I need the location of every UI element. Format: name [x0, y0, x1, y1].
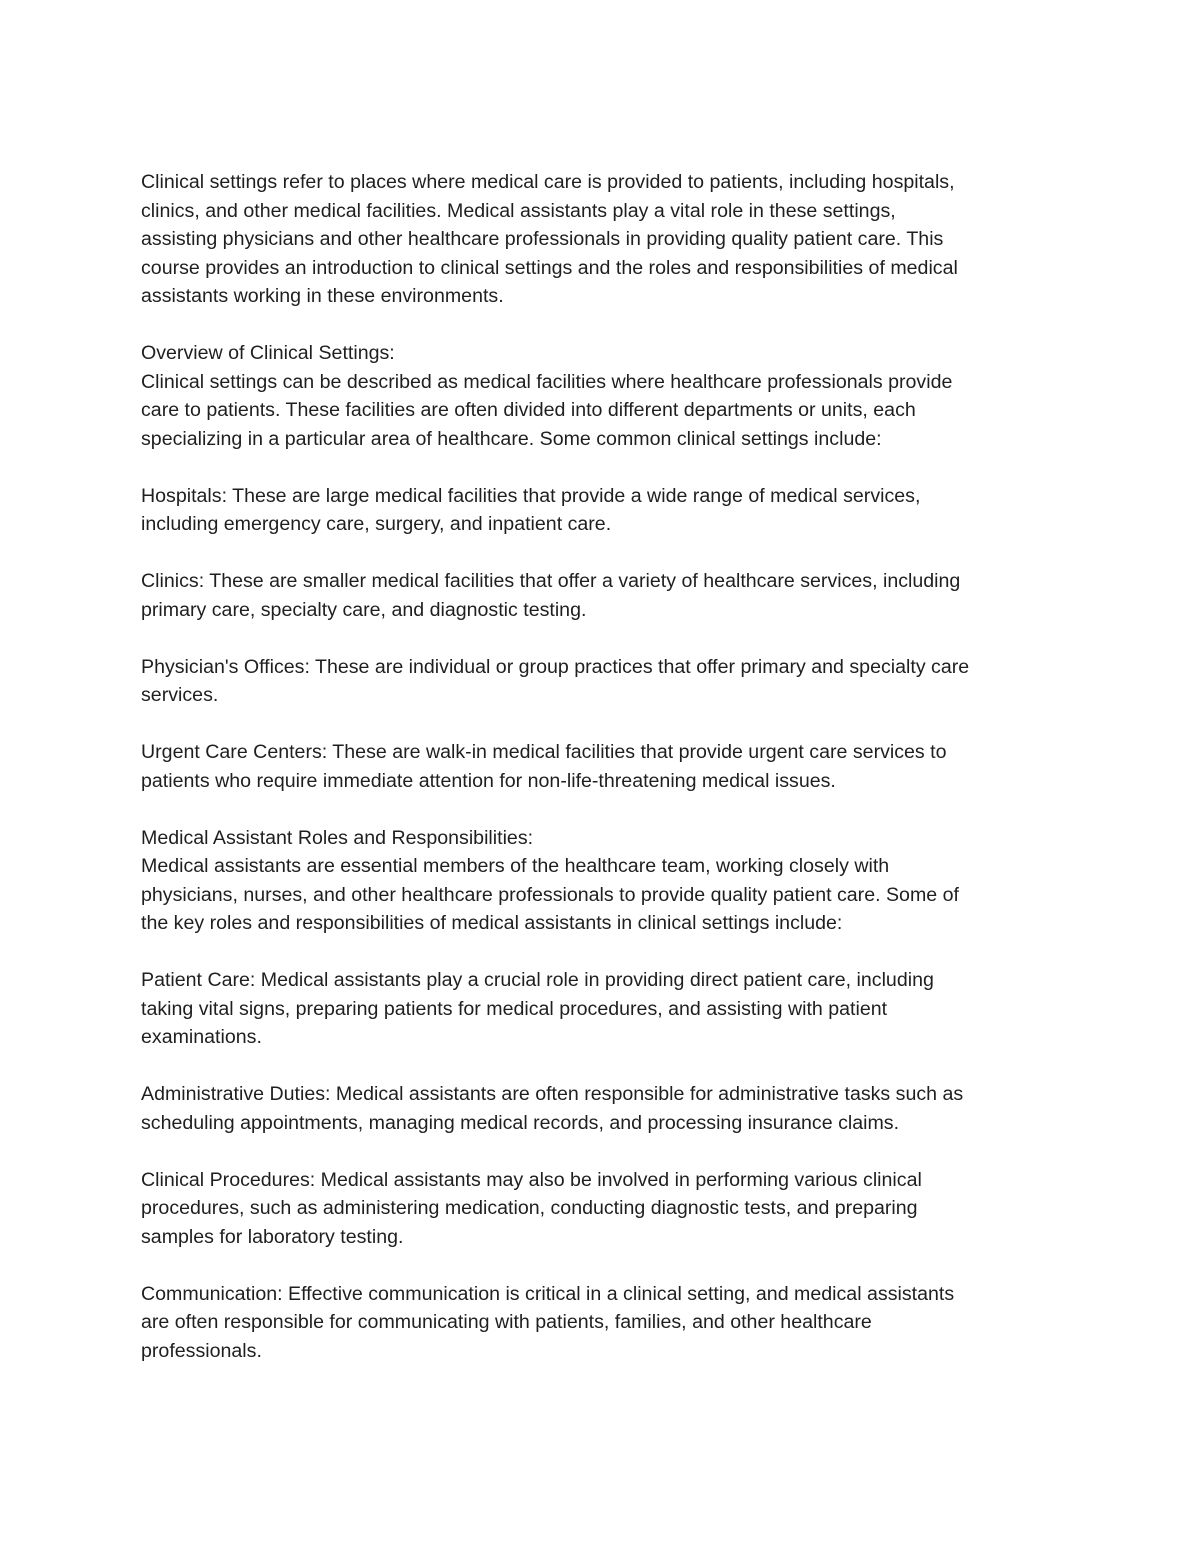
section-heading: Medical Assistant Roles and Responsibilities:	[141, 826, 534, 849]
intro-paragraph	[141, 168, 1061, 311]
text-line: care to patients. These facilities are often divided into different departments or units, each	[141, 399, 916, 421]
text-line: examinations.	[141, 1026, 262, 1048]
text-line: samples for laboratory testing.	[141, 1225, 404, 1248]
patient-care-paragraph	[141, 966, 1061, 1052]
text-line: are often responsible for communicating with patients, families, and other healthcare	[141, 1311, 872, 1333]
text-line: Urgent Care Centers: These are walk-in medical facilities that provide urgent care services to	[141, 741, 947, 763]
physicians-offices-paragraph	[141, 653, 1061, 710]
document-body	[141, 168, 1061, 1394]
text-line: procedures, such as administering medication, conducting diagnostic tests, and preparing	[141, 1197, 918, 1219]
overview-paragraph	[141, 339, 1061, 453]
hospitals-paragraph	[141, 482, 1061, 539]
text-line: Patient Care: Medical assistants play a crucial role in providing direct patient care, including	[141, 969, 934, 991]
text-line: Clinical settings refer to places where medical care is provided to patients, including hospitals,	[141, 171, 955, 193]
text-line: patients who require immediate attention for non-life-threatening medical issues.	[141, 769, 836, 792]
clinics-paragraph	[141, 567, 1061, 624]
section-heading: Overview of Clinical Settings:	[141, 342, 395, 364]
text-line: Medical assistants are essential members of the healthcare team, working closely with	[141, 855, 890, 877]
text-line: taking vital signs, preparing patients for medical procedures, and assisting with patient	[141, 997, 888, 1020]
text-line: the key roles and responsibilities of medical assistants in clinical settings include:	[141, 912, 843, 934]
text-line: Administrative Duties: Medical assistants are often responsible for administrative tasks such as	[141, 1083, 964, 1105]
text-line: Communication: Effective communication is critical in a clinical setting, and medical assistants	[141, 1282, 955, 1305]
urgent-care-paragraph	[141, 738, 1061, 795]
text-line: assistants working in these environments.	[141, 285, 504, 307]
text-line: primary care, specialty care, and diagnostic testing.	[141, 598, 587, 621]
text-line: assisting physicians and other healthcare professionals in providing quality patient care. This	[141, 228, 944, 250]
text-line: Clinical settings can be described as medical facilities where healthcare professionals provide	[141, 370, 953, 393]
text-line: professionals.	[141, 1339, 262, 1362]
text-line: including emergency care, surgery, and inpatient care.	[141, 513, 612, 535]
administrative-duties-paragraph	[141, 1080, 1061, 1137]
text-line: physicians, nurses, and other healthcare professionals to provide quality patient care. Some of	[141, 883, 959, 906]
text-line: Clinical Procedures: Medical assistants may also be involved in performing various clinical	[141, 1168, 922, 1191]
text-line: course provides an introduction to clinical settings and the roles and responsibilities of medical	[141, 256, 958, 279]
text-line: scheduling appointments, managing medical records, and processing insurance claims.	[141, 1111, 900, 1134]
clinical-procedures-paragraph	[141, 1166, 1061, 1252]
communication-paragraph	[141, 1280, 1061, 1366]
text-line: Hospitals: These are large medical facilities that provide a wide range of medical services,	[141, 484, 921, 507]
text-line: Clinics: These are smaller medical facilities that offer a variety of healthcare services, including	[141, 570, 961, 592]
text-line: services.	[141, 684, 219, 706]
text-line: Physician's Offices: These are individual or group practices that offer primary and specialty care	[141, 655, 970, 678]
text-line: specializing in a particular area of healthcare. Some common clinical settings include:	[141, 427, 882, 450]
text-line: clinics, and other medical facilities. Medical assistants play a vital role in these settings,	[141, 199, 896, 222]
roles-paragraph	[141, 824, 1061, 938]
